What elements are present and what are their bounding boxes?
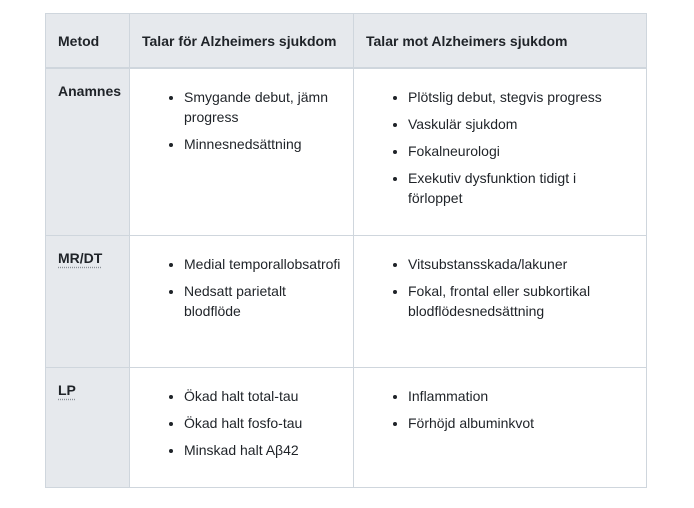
- bullet-list: [142, 254, 341, 321]
- row-method-mr-dt: MR/DT: [58, 249, 103, 266]
- cell-against: [354, 367, 647, 487]
- list-item: • Exekutiv dysfunktion tidigt i förloppet: [408, 168, 634, 208]
- list-item: • Medial temporallobsatrofi: [184, 254, 341, 274]
- list-item: • Vaskulär sjukdom: [408, 114, 634, 134]
- bullet-list: [366, 87, 634, 208]
- list-item: • Inflammation: [408, 386, 634, 406]
- header-against-alzheimers: Talar mot Alzheimers sjukdom: [354, 14, 647, 69]
- bullet-list: [366, 386, 634, 433]
- list-item: • Nedsatt parietalt blodflöde: [184, 281, 341, 321]
- list-item: • Fokalneurologi: [408, 141, 634, 161]
- list-item: • Vitsubstansskada/lakuner: [408, 254, 634, 274]
- list-item: • Förhöjd albuminkvot: [408, 413, 634, 433]
- table-row: [46, 68, 647, 235]
- header-for-alzheimers: Talar för Alzheimers sjukdom: [130, 14, 354, 69]
- bullet-list: [366, 254, 634, 321]
- row-method-anamnes: Anamnes: [46, 68, 130, 235]
- list-item: • Fokal, frontal eller subkortikal blodflödesnedsättning: [408, 281, 634, 321]
- list-item: • Smygande debut, jämn progress: [184, 87, 341, 127]
- list-item: • Minnesnedsättning: [184, 134, 341, 154]
- bullet-list: [142, 87, 341, 154]
- list-item: • Minskad halt Aβ42: [184, 440, 341, 460]
- table-row: [46, 367, 647, 487]
- table-row: [46, 235, 647, 367]
- cell-against: [354, 68, 647, 235]
- cell-for: [130, 235, 354, 367]
- alzheimers-comparison-table: [45, 13, 647, 488]
- list-item: • Ökad halt total-tau: [184, 386, 341, 406]
- list-item: • Ökad halt fosfo-tau: [184, 413, 341, 433]
- cell-for: [130, 68, 354, 235]
- bullet-list: [142, 386, 341, 460]
- table-header: [46, 14, 647, 69]
- list-item: • Plötslig debut, stegvis progress: [408, 87, 634, 107]
- comparison-table-container: [45, 13, 646, 488]
- cell-against: [354, 235, 647, 367]
- row-method-lp: LP: [58, 381, 76, 398]
- cell-for: [130, 367, 354, 487]
- header-method: Metod: [46, 14, 130, 69]
